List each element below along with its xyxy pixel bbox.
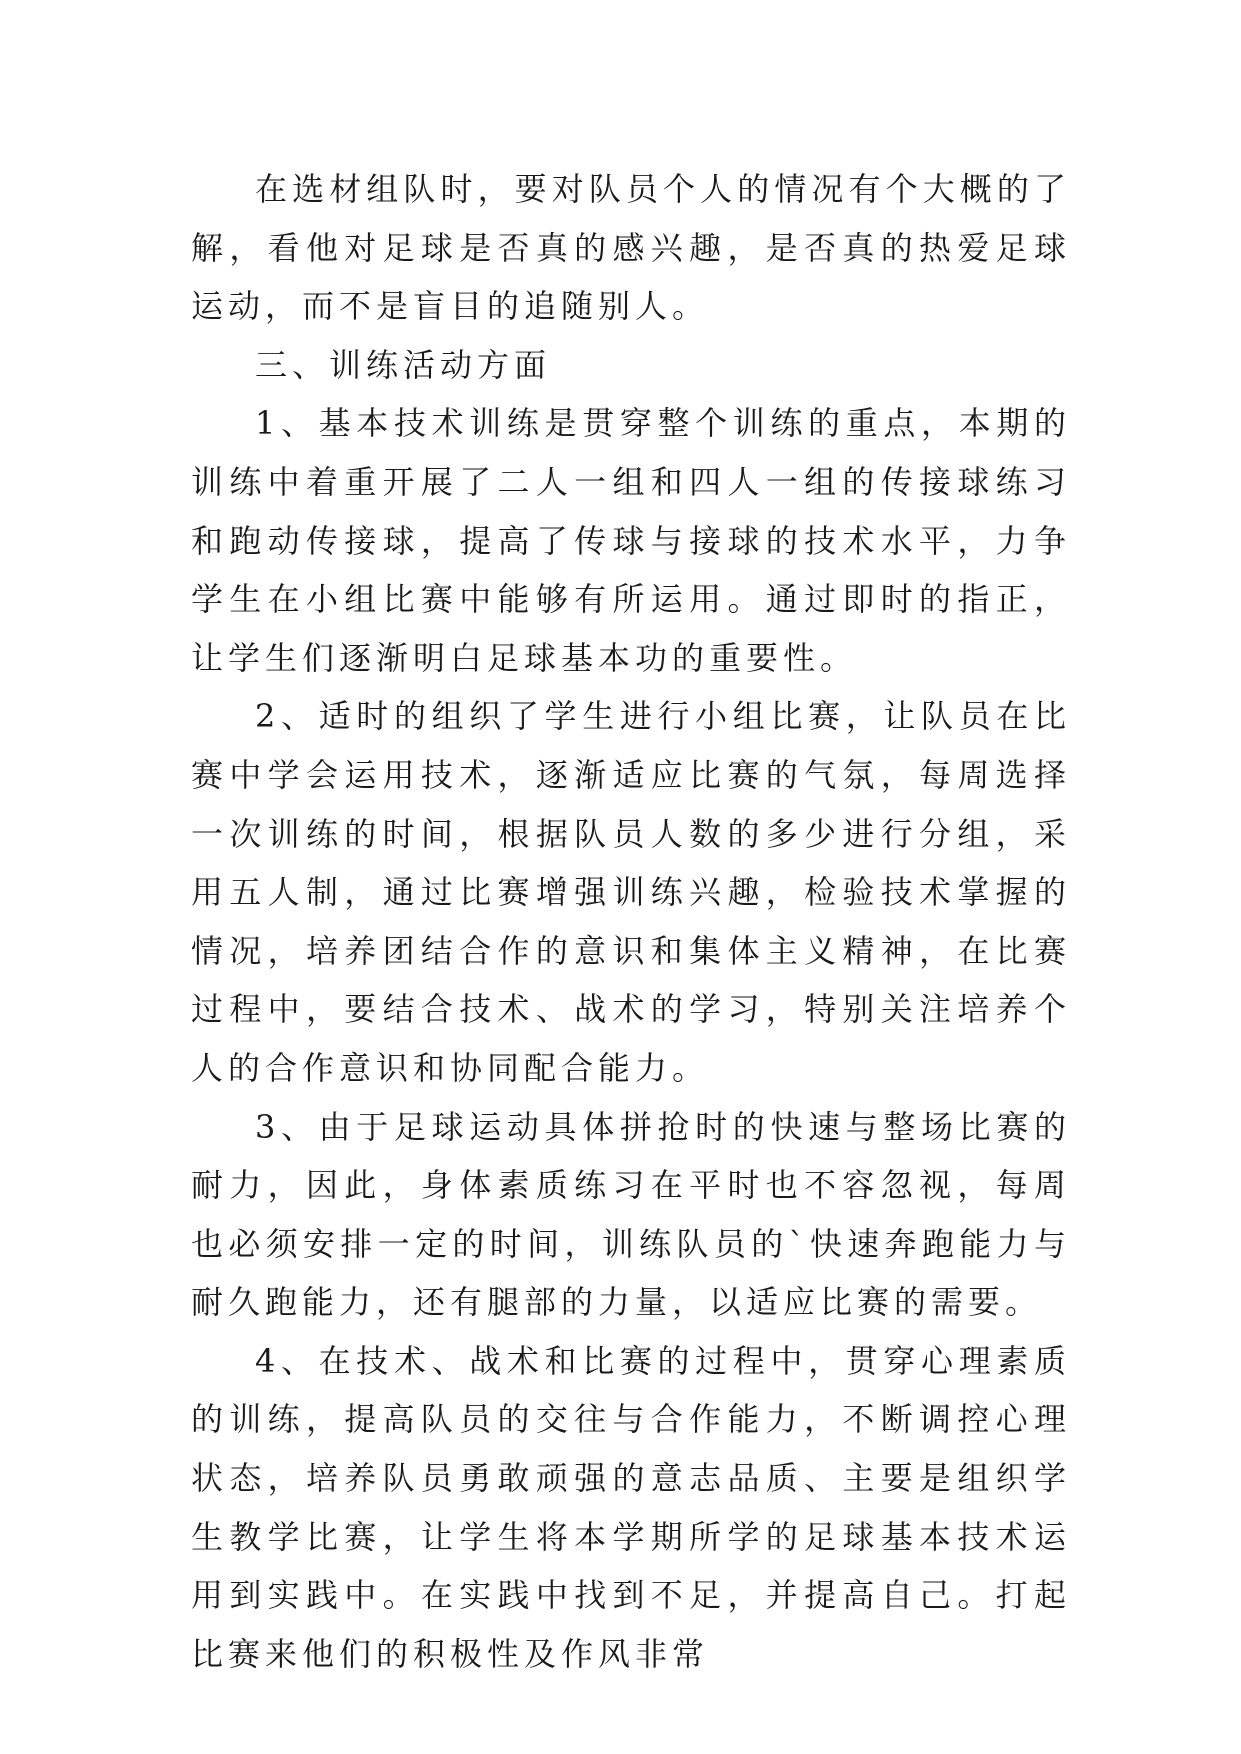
paragraph-mental-training: 4、在技术、战术和比赛的过程中，贯穿心理素质的训练，提高队员的交往与合作能力，不断调控心理状态，培养队员勇敢顽强的意志品质、主要是组织学生教学比赛，让学生将本学期所学的足球基本技术运用到实践中。在实践中找到不足，并提高自己。打起比赛来他们的积极性及作风非常 bbox=[191, 1341, 1071, 1673]
document-body bbox=[191, 160, 1071, 1683]
paragraph-group-matches: 2、适时的组织了学生进行小组比赛，让队员在比赛中学会运用技术，逐渐适应比赛的气氛，每周选择一次训练的时间，根据队员人数的多少进行分组，采用五人制，通过比赛增强训练兴趣，检验技术掌握的情况，培养团结合作的意识和集体主义精神，在比赛过程中，要结合技术、战术的学习，特别关注培养个人的合作意识和协同配合能力。 bbox=[191, 697, 1071, 1087]
paragraph-physical-fitness: 3、由于足球运动具体拼抢时的快速与整场比赛的耐力，因此，身体素质练习在平时也不容忽视，每周也必须安排一定的时间，训练队员的`快速奔跑能力与耐久跑能力，还有腿部的力量，以适应比赛的需要。 bbox=[191, 1107, 1071, 1322]
section-heading-training-activities: 三、训练活动方面 bbox=[255, 345, 552, 384]
paragraph-basic-skills: 1、基本技术训练是贯穿整个训练的重点，本期的训练中着重开展了二人一组和四人一组的传接球练习和跑动传接球，提高了传球与接球的技术水平，力争学生在小组比赛中能够有所运用。通过即时的指正，让学生们逐渐明白足球基本功的重要性。 bbox=[191, 404, 1071, 677]
paragraph-team-selection: 在选材组队时，要对队员个人的情况有个大概的了解，看他对足球是否真的感兴趣，是否真的热爱足球运动，而不是盲目的追随别人。 bbox=[191, 170, 1071, 326]
